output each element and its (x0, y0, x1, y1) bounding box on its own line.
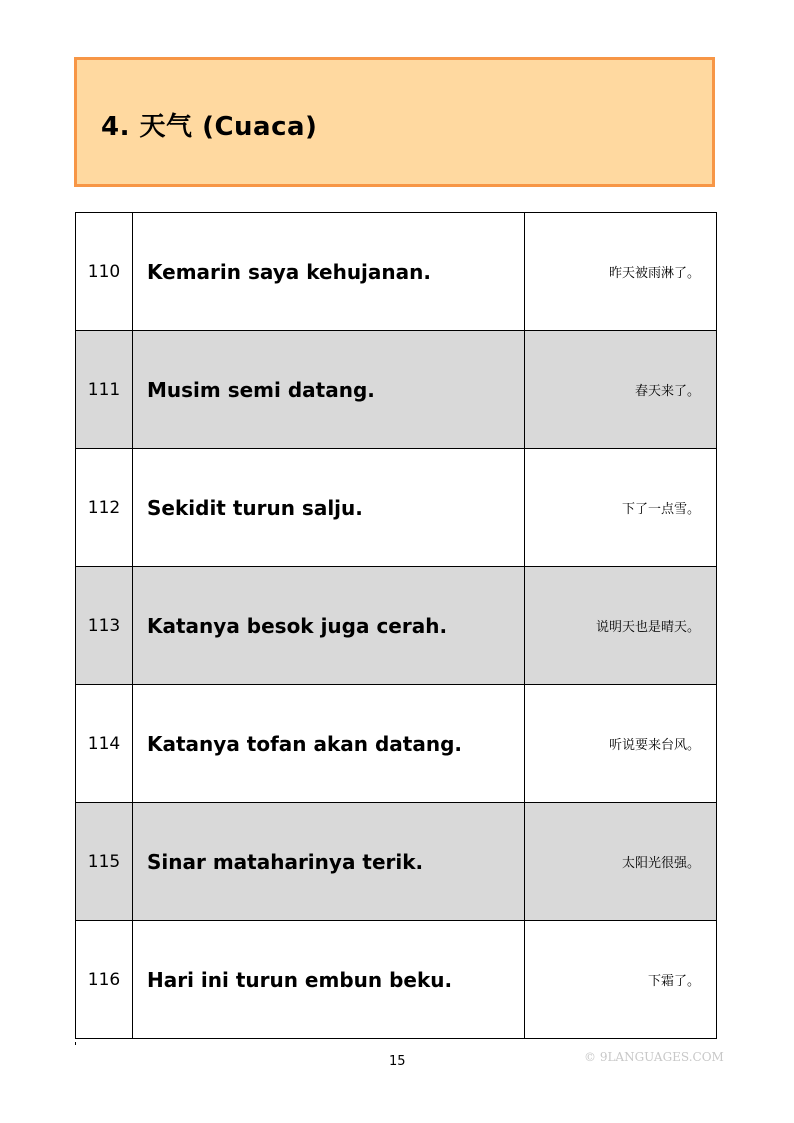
indonesian-phrase: Katanya tofan akan datang. (133, 685, 525, 803)
chinese-translation: 春天来了。 (525, 331, 717, 449)
table-row (76, 567, 717, 685)
section-title: 4. 天气 (Cuaca) (101, 112, 318, 142)
indonesian-phrase: Kemarin saya kehujanan. (133, 213, 525, 331)
table-row (76, 449, 717, 567)
phrase-number: 116 (76, 921, 133, 1039)
indonesian-phrase: Sekidit turun salju. (133, 449, 525, 567)
watermark: © 9LANGUAGES.COM (584, 1050, 724, 1064)
phrase-number: 111 (76, 331, 133, 449)
phrase-number: 112 (76, 449, 133, 567)
phrase-table (75, 212, 717, 1039)
indonesian-phrase: Katanya besok juga cerah. (133, 567, 525, 685)
table-row (76, 921, 717, 1039)
phrase-number: 115 (76, 803, 133, 921)
chinese-translation: 听说要来台风。 (525, 685, 717, 803)
phrase-number: 110 (76, 213, 133, 331)
chinese-translation: 说明天也是晴天。 (525, 567, 717, 685)
phrase-number: 113 (76, 567, 133, 685)
chinese-translation: 昨天被雨淋了。 (525, 213, 717, 331)
indonesian-phrase: Musim semi datang. (133, 331, 525, 449)
table-row (76, 213, 717, 331)
table-edge (75, 1042, 76, 1045)
phrase-number: 114 (76, 685, 133, 803)
table-row (76, 803, 717, 921)
indonesian-phrase: Sinar mataharinya terik. (133, 803, 525, 921)
section-header (74, 57, 715, 187)
chinese-translation: 下了一点雪。 (525, 449, 717, 567)
chinese-translation: 太阳光很强。 (525, 803, 717, 921)
chinese-translation: 下霜了。 (525, 921, 717, 1039)
indonesian-phrase: Hari ini turun embun beku. (133, 921, 525, 1039)
table-row (76, 685, 717, 803)
table-row (76, 331, 717, 449)
page-number: 15 (389, 1054, 406, 1069)
